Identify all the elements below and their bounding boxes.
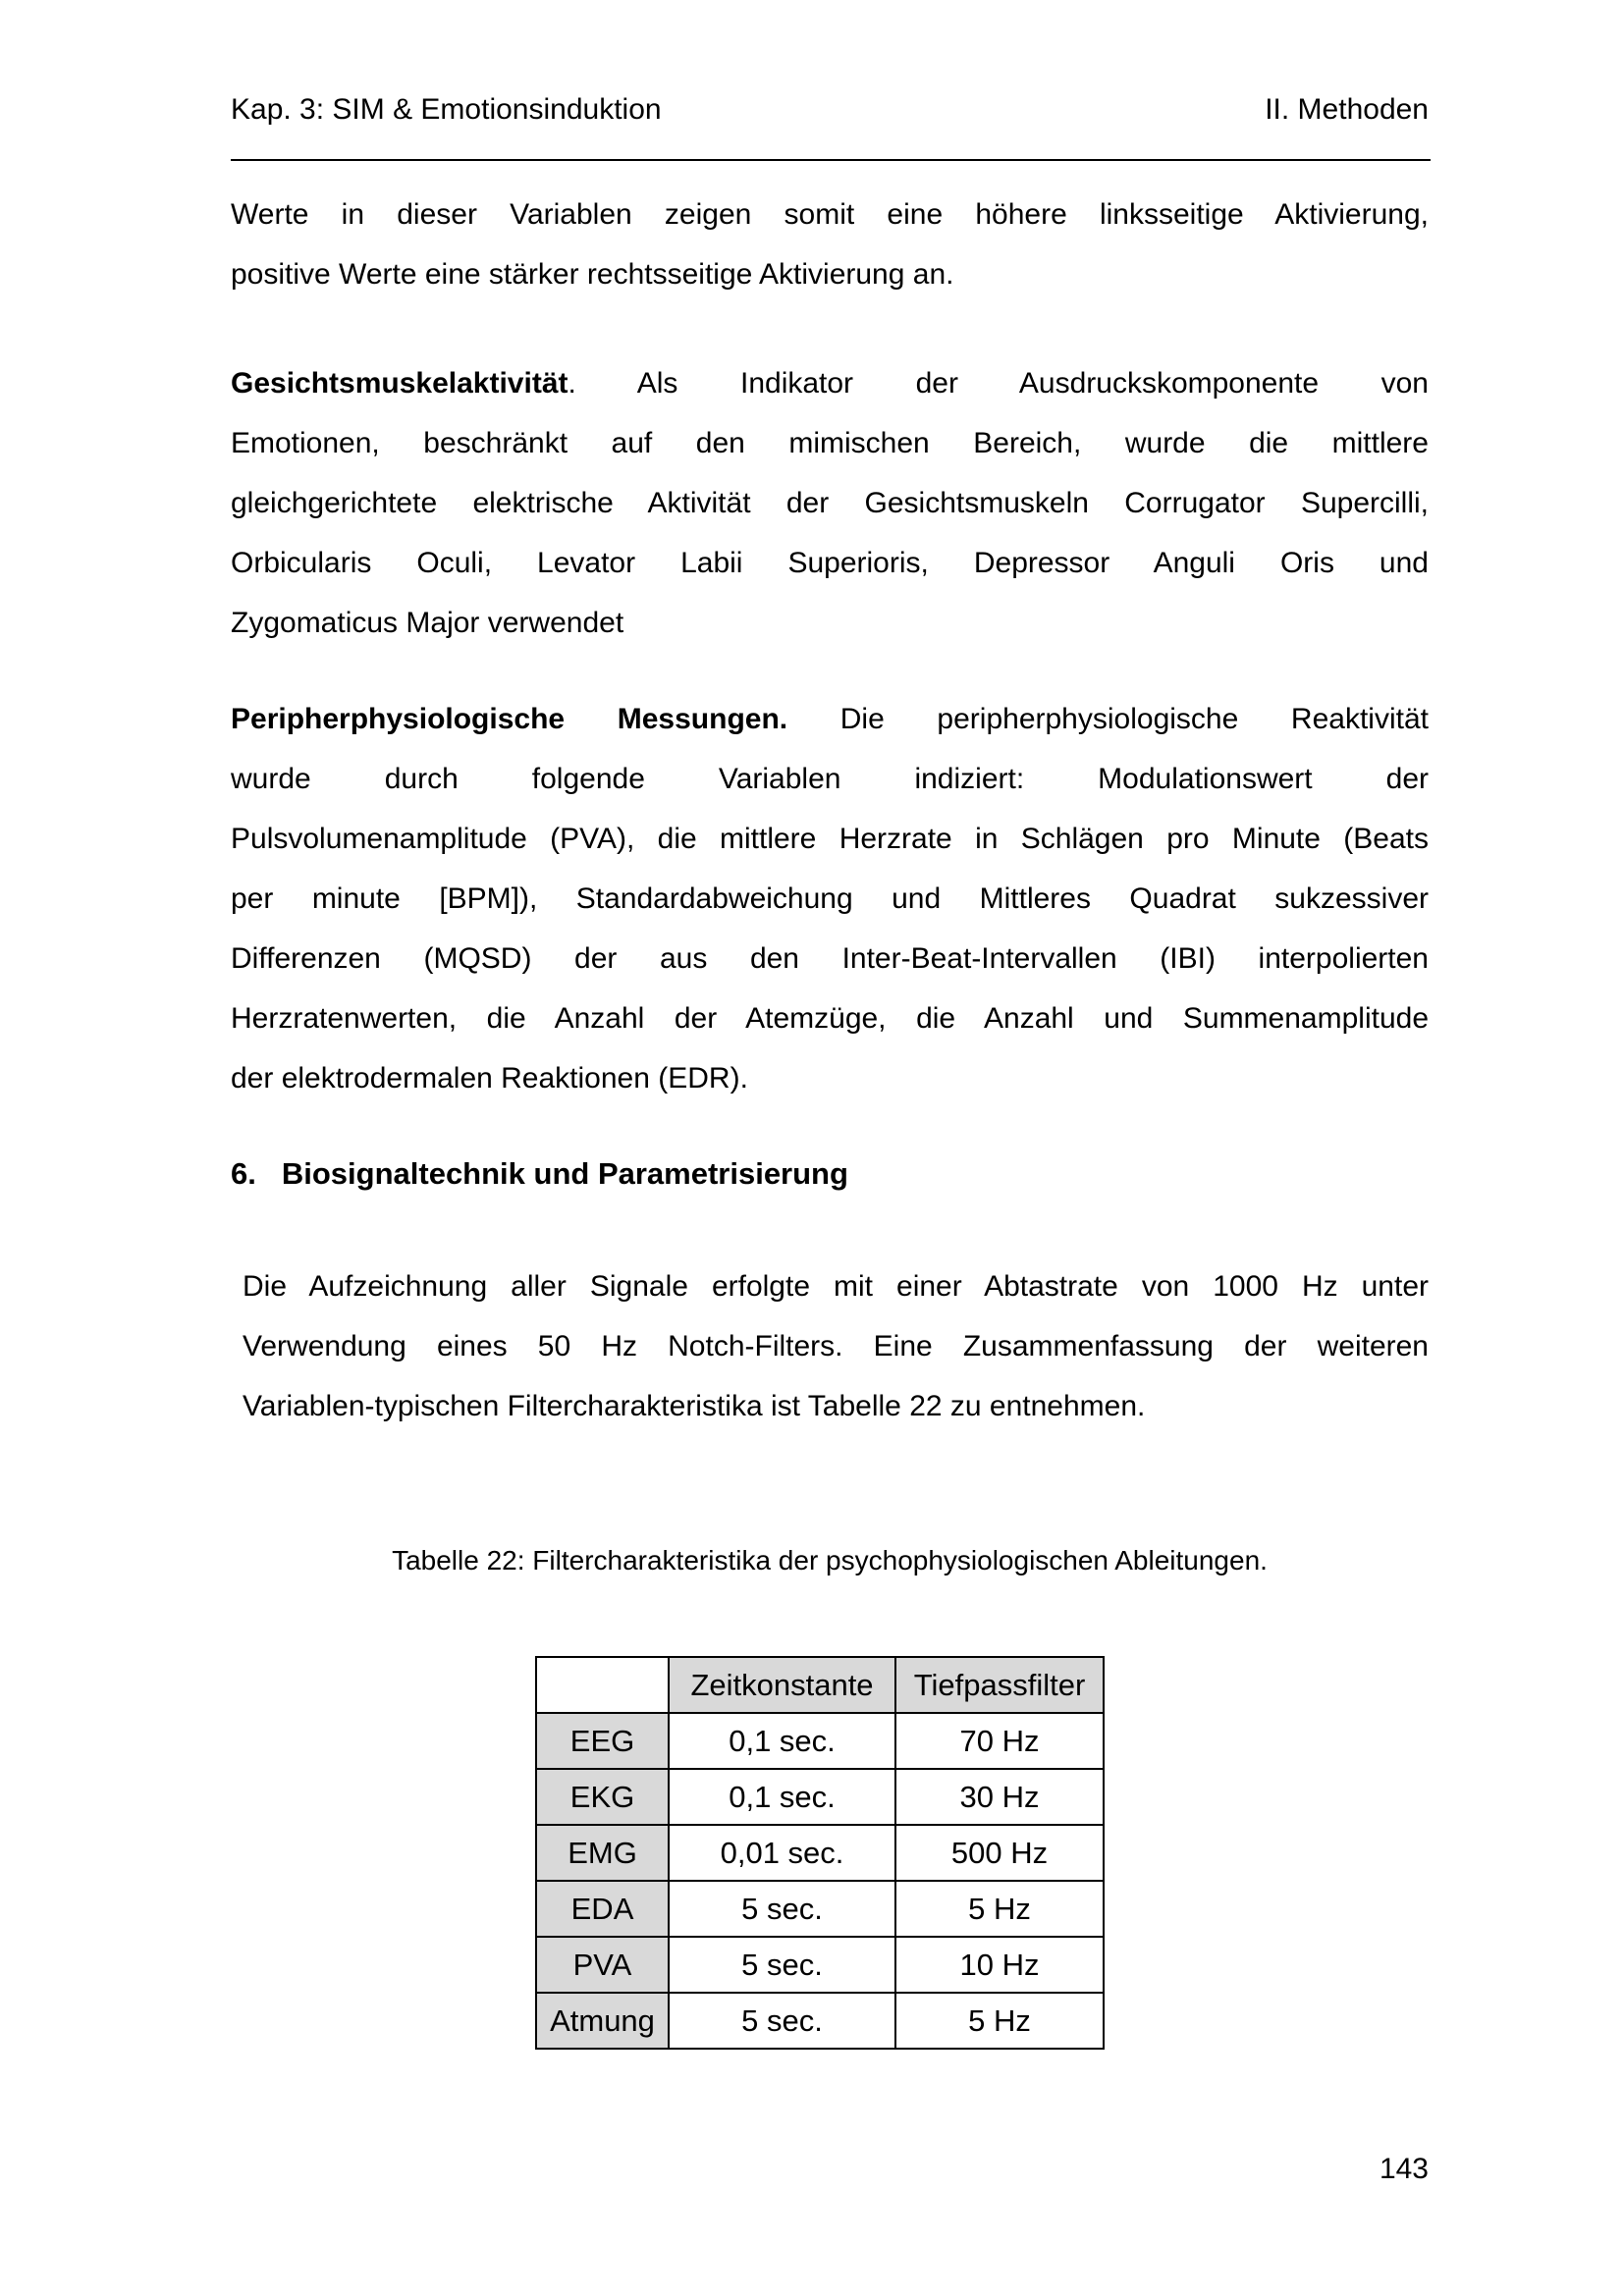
header-rule — [231, 159, 1431, 161]
cell-tiefpassfilter: 5 Hz — [895, 1993, 1104, 2049]
text-line: Pulsvolumenamplitude (PVA), die mittlere Herzrate in Schlägen pro Minute (Beats — [231, 823, 1429, 855]
cell-zeitkonstante: 5 sec. — [669, 1993, 895, 2049]
text-line: Die Aufzeichnung aller Signale erfolgte mit einer Abtastrate von 1000 Hz unter — [243, 1270, 1429, 1303]
table-row — [536, 1937, 1104, 1993]
text-line: Orbicularis Oculi, Levator Labii Superioris, Depressor Anguli Oris und — [231, 547, 1429, 579]
text-line: per minute [BPM]), Standardabweichung und Mittleres Quadrat sukzessiver — [231, 882, 1429, 915]
text-line: der elektrodermalen Reaktionen (EDR). — [231, 1062, 748, 1095]
paragraph-lead-bold: Gesichtsmuskelaktivität — [231, 367, 568, 400]
text-line: Zygomaticus Major verwendet — [231, 607, 624, 639]
table-header-zeitkonstante: Zeitkonstante — [669, 1657, 895, 1713]
paragraph-recording — [243, 1256, 1429, 1436]
table-row — [536, 1993, 1104, 2049]
row-label: EDA — [536, 1881, 669, 1937]
text-line: Werte in dieser Variablen zeigen somit eine höhere linksseitige Aktivierung, — [231, 198, 1429, 231]
row-label: PVA — [536, 1937, 669, 1993]
paragraph-peripheral-physiology — [231, 689, 1429, 1108]
text-line: positive Werte eine stärker rechtsseitige Aktivierung an. — [231, 258, 954, 291]
text-line: Differenzen (MQSD) der aus den Inter-Beat-Intervallen (IBI) interpolierten — [231, 942, 1429, 975]
cell-tiefpassfilter: 30 Hz — [895, 1769, 1104, 1825]
text-line — [231, 353, 1429, 413]
cell-tiefpassfilter: 500 Hz — [895, 1825, 1104, 1881]
table-caption: Tabelle 22: Filtercharakteristika der psychophysiologischen Ableitungen. — [392, 1545, 1268, 1575]
text-line: Emotionen, beschränkt auf den mimischen Bereich, wurde die mittlere — [231, 427, 1429, 459]
row-label: Atmung — [536, 1993, 669, 2049]
cell-zeitkonstante: 5 sec. — [669, 1937, 895, 1993]
row-label: EKG — [536, 1769, 669, 1825]
table-row — [536, 1769, 1104, 1825]
table-row — [536, 1825, 1104, 1881]
cell-tiefpassfilter: 70 Hz — [895, 1713, 1104, 1769]
text-line: Variablen-typischen Filtercharakteristika ist Tabelle 22 zu entnehmen. — [243, 1390, 1146, 1422]
paragraph-lead-rest: Die peripherphysiologische Reaktivität — [787, 703, 1429, 735]
row-label: EMG — [536, 1825, 669, 1881]
running-head-left: Kap. 3: SIM & Emotionsinduktion — [231, 93, 662, 126]
table-header-empty-cell — [536, 1657, 669, 1713]
table-header-row — [536, 1657, 1104, 1713]
table-header-tiefpassfilter: Tiefpassfilter — [895, 1657, 1104, 1713]
page-number: 143 — [1379, 2153, 1429, 2185]
text-line: Verwendung eines 50 Hz Notch-Filters. Eine Zusammenfassung der weiteren — [243, 1330, 1429, 1362]
paragraph-lead-rest: . Als Indikator der Ausdruckskomponente von — [568, 367, 1429, 400]
text-line: wurde durch folgende Variablen indiziert: Modulationswert der — [231, 763, 1429, 795]
text-line: Herzratenwerten, die Anzahl der Atemzüge, die Anzahl und Summenamplitude — [231, 1002, 1429, 1035]
cell-zeitkonstante: 0,1 sec. — [669, 1713, 895, 1769]
table-row — [536, 1713, 1104, 1769]
cell-tiefpassfilter: 5 Hz — [895, 1881, 1104, 1937]
cell-tiefpassfilter: 10 Hz — [895, 1937, 1104, 1993]
text-line: gleichgerichtete elektrische Aktivität der Gesichtsmuskeln Corrugator Supercilli, — [231, 487, 1429, 519]
text-line — [231, 689, 1429, 749]
running-head-right: II. Methoden — [1265, 93, 1429, 126]
table-row — [536, 1881, 1104, 1937]
filter-characteristics-table — [535, 1656, 1105, 2050]
section-heading-biosignal — [231, 1144, 1429, 1203]
cell-zeitkonstante: 5 sec. — [669, 1881, 895, 1937]
section-number: 6. — [231, 1156, 256, 1191]
row-label: EEG — [536, 1713, 669, 1769]
paragraph-lead-bold: Peripherphysiologische Messungen. — [231, 703, 788, 735]
cell-zeitkonstante: 0,01 sec. — [669, 1825, 895, 1881]
paragraph-hemisphere-values — [231, 185, 1429, 304]
paragraph-facial-muscle-activity — [231, 353, 1429, 653]
running-head — [231, 93, 1429, 127]
cell-zeitkonstante: 0,1 sec. — [669, 1769, 895, 1825]
section-title: Biosignaltechnik und Parametrisierung — [281, 1156, 848, 1191]
